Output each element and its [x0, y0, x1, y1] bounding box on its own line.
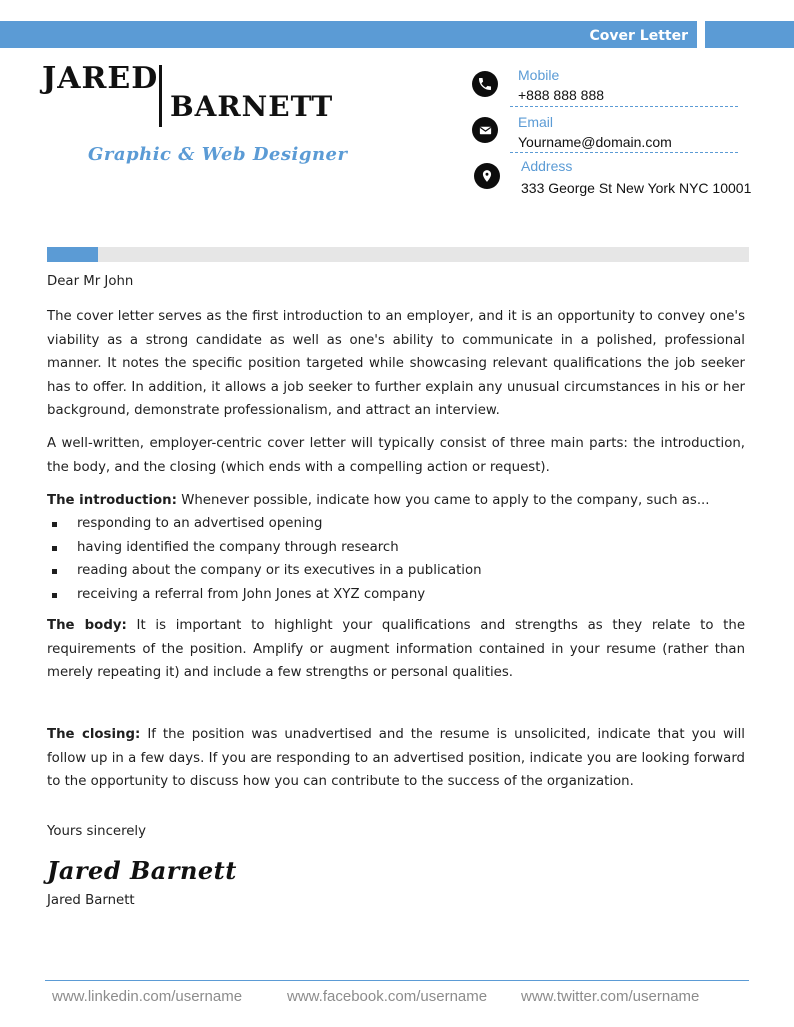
last-name: BARNETT	[170, 90, 334, 123]
mobile-label: Mobile	[518, 67, 560, 83]
introduction-section	[47, 489, 745, 513]
body-heading: The body:	[47, 618, 127, 633]
location-pin-icon	[474, 163, 500, 189]
closing-section	[47, 723, 745, 794]
introduction-bullet-list	[47, 512, 745, 606]
phone-icon	[472, 71, 498, 97]
email-value[interactable]: Yourname@domain.com	[518, 134, 672, 150]
paragraph-intro: The cover letter serves as the first introduction to an employer, and it is an opportunity to convey one's viability as a strong candidate as well as one's ability to communicate in a polished, professional manner. It notes the specific position targeted while showcasing relevant qualifications the job seeker has to offer. In addition, it allows a job seeker to further explain any unusual circumstances in his or her background, demonstrate professionalism, and attract an interview.	[47, 309, 745, 418]
name-divider	[159, 65, 162, 127]
address-label: Address	[521, 158, 573, 174]
top-banner-tab	[705, 21, 794, 48]
introduction-heading: The introduction:	[47, 493, 177, 508]
mail-icon	[472, 117, 498, 143]
closing-text: If the position was unadvertised and the resume is unsolicited, indicate that you will follow up in a few days. If you are responding to an advertised position, indicate you are looking forward to the opportunity to discuss how you can contribute to the success of the organization.	[47, 727, 745, 789]
linkedin-link[interactable]: www.linkedin.com/username	[52, 988, 243, 1005]
twitter-link[interactable]: www.twitter.com/username	[521, 988, 700, 1005]
body-text: It is important to highlight your qualifications and strengths as they relate to the requirements of the position. Amplify or augment information contained in your resume (rather than merely repeating it) and include a few strengths or personal qualities.	[47, 618, 745, 680]
body-section	[47, 614, 745, 685]
job-title: Graphic & Web Designer	[88, 144, 348, 165]
facebook-link[interactable]: www.facebook.com/username	[287, 988, 488, 1005]
email-label: Email	[518, 114, 554, 130]
footer-divider	[45, 980, 749, 981]
salutation: Dear Mr John	[47, 274, 134, 289]
mobile-value: +888 888 888	[518, 87, 605, 103]
first-name: JARED	[42, 61, 159, 96]
closing-heading: The closing:	[47, 727, 141, 742]
signature: Jared Barnett	[47, 856, 237, 885]
list-item: responding to an advertised opening	[47, 512, 745, 536]
list-item: having identified the company through research	[47, 536, 745, 560]
list-item: receiving a referral from John Jones at XYZ company	[47, 583, 745, 607]
section-divider-accent	[47, 247, 98, 262]
printed-name: Jared Barnett	[47, 893, 135, 908]
section-divider-bar	[47, 247, 749, 262]
list-item: reading about the company or its executives in a publication	[47, 559, 745, 583]
contact-divider	[510, 152, 738, 153]
contact-divider	[510, 106, 738, 107]
introduction-text: Whenever possible, indicate how you came to apply to the company, such as...	[176, 493, 710, 508]
paragraph-structure: A well-written, employer-centric cover letter will typically consist of three main parts: the introduction, the body, and the closing (which ends with a compelling action or request).	[47, 436, 745, 475]
address-value: 333 George St New York NYC 10001	[521, 180, 752, 196]
document-type-label: Cover Letter	[589, 28, 688, 44]
sign-off: Yours sincerely	[47, 824, 146, 839]
